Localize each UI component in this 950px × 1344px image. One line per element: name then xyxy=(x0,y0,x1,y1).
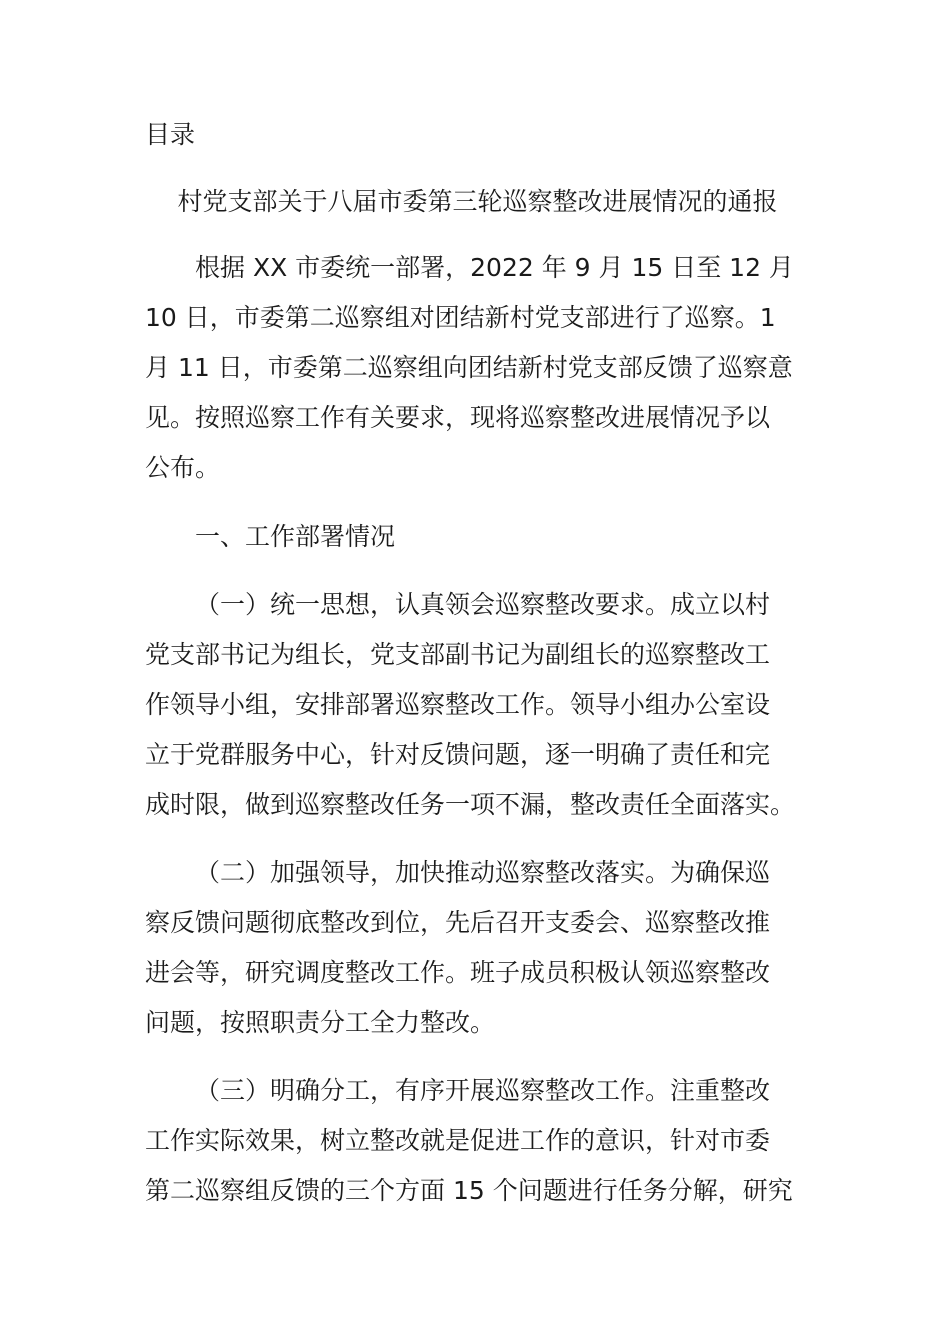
section-heading xyxy=(145,512,810,562)
paragraph-line: 月 11 日，市委第二巡察组向团结新村党支部反馈了巡察意 xyxy=(145,353,793,382)
paragraph-line: （三）明确分工，有序开展巡察整改工作。注重整改 xyxy=(195,1076,771,1105)
section-heading-text: 一、工作部署情况 xyxy=(195,522,396,551)
paragraph-line: 公布。 xyxy=(145,453,221,482)
paragraph-line: 见。按照巡察工作有关要求，现将巡察整改进展情况予以 xyxy=(145,403,771,432)
paragraph-line: 作领导小组，安排部署巡察整改工作。领导小组办公室设 xyxy=(145,690,771,719)
paragraph-line: 进会等，研究调度整改工作。班子成员积极认领巡察整改 xyxy=(145,958,771,987)
paragraph-line: 第二巡察组反馈的三个方面 15 个问题进行任务分解，研究 xyxy=(145,1176,793,1205)
paragraph-line: （二）加强领导，加快推动巡察整改落实。为确保巡 xyxy=(195,858,771,887)
paragraph-line: 党支部书记为组长，党支部副书记为副组长的巡察整改工 xyxy=(145,640,771,669)
paragraph-line: 察反馈问题彻底整改到位，先后召开支委会、巡察整改推 xyxy=(145,908,771,937)
paragraph-2 xyxy=(145,848,810,1048)
paragraph-line: 根据 XX 市委统一部署，2022 年 9 月 15 日至 12 月 xyxy=(195,253,794,282)
toc-title: 目录 xyxy=(145,120,196,149)
intro-paragraph xyxy=(145,243,810,493)
paragraph-line: 问题，按照职责分工全力整改。 xyxy=(145,1008,496,1037)
document-title: 村党支部关于八届市委第三轮巡察整改进展情况的通报 xyxy=(177,187,778,216)
paragraph-line: 立于党群服务中心，针对反馈问题，逐一明确了责任和完 xyxy=(145,740,771,769)
paragraph-1 xyxy=(145,580,810,830)
paragraph-3 xyxy=(145,1066,810,1216)
paragraph-line: 成时限，做到巡察整改任务一项不漏，整改责任全面落实。 xyxy=(145,790,796,819)
paragraph-line: 工作实际效果，树立整改就是促进工作的意识，针对市委 xyxy=(145,1126,771,1155)
paragraph-line: 10 日，市委第二巡察组对团结新村党支部进行了巡察。1 xyxy=(145,303,776,332)
paragraph-line: （一）统一思想，认真领会巡察整改要求。成立以村 xyxy=(195,590,771,619)
